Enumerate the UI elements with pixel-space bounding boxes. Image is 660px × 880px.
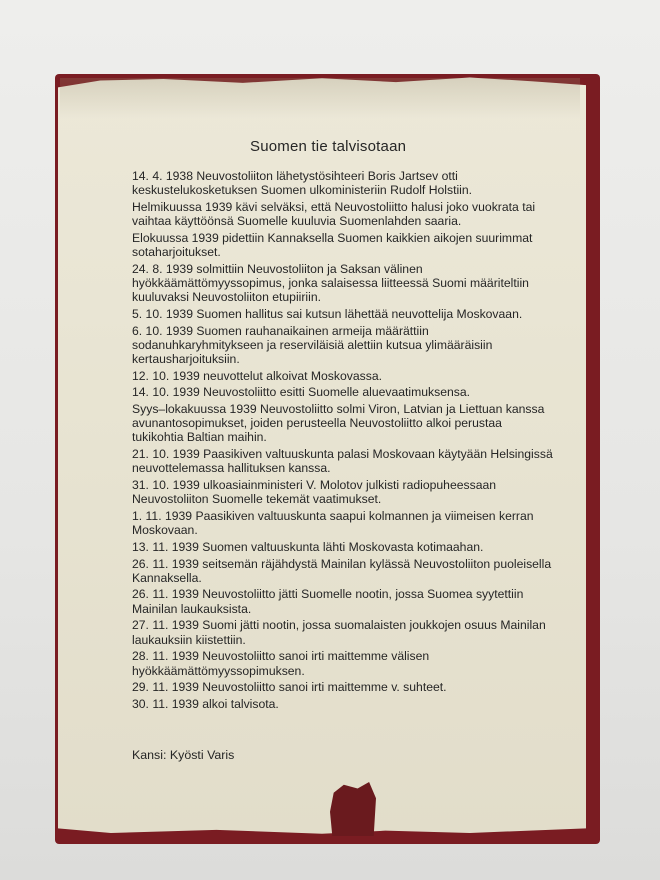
timeline-entry: 5. 10. 1939 Suomen hallitus sai kutsun lähettää neuvottelija Moskovaan.	[132, 306, 523, 321]
timeline-entry: 27. 11. 1939 Suomi jätti nootin, jossa suomalaisten joukkojen osuus Mainilan laukauksiin kiistettiin.	[132, 618, 546, 647]
timeline-entry: 21. 10. 1939 Paasikiven valtuuskunta palasi Moskovaan käytyään Helsingissä neuvottelemassa hallituksen kanssa.	[132, 447, 553, 476]
jacket-wear	[60, 78, 580, 118]
cover-credit: Kansi: Kyösti Varis	[132, 748, 235, 762]
timeline-entry: 14. 4. 1938 Neuvostoliiton lähetystösihteeri Boris Jartsev otti keskustelukosketuksen Suomen ulkoministeriin Rudolf Holstiin.	[132, 169, 473, 198]
timeline-entry: 1. 11. 1939 Paasikiven valtuuskunta saapui kolmannen ja viimeisen kerran Moskovaan.	[132, 508, 534, 538]
timeline-entry: 28. 11. 1939 Neuvostoliitto sanoi irti maittemme välisen hyökkäämättömyyssopimuksen.	[132, 649, 430, 678]
timeline-entry: 26. 11. 1939 seitsemän räjähdystä Mainilan kylässä Neuvostoliiton puoleisella Kannaksella.	[132, 556, 552, 585]
timeline-entry: 12. 10. 1939 neuvottelut alkoivat Moskovassa.	[132, 368, 382, 383]
timeline-entry: 29. 11. 1939 Neuvostoliitto sanoi irti maittemme v. suhteet.	[132, 680, 447, 695]
page-title: Suomen tie talvisotaan	[250, 138, 407, 155]
timeline-entry: 13. 11. 1939 Suomen valtuuskunta lähti Moskovasta kotimaahan.	[132, 539, 484, 554]
timeline-entry: 31. 10. 1939 ulkoasiainministeri V. Molotov julkisti radiopuheessaan Neuvostoliiton Suomelle tekemät vaatimukset.	[132, 478, 497, 507]
back-cover-text	[132, 138, 556, 714]
timeline-entry: 26. 11. 1939 Neuvostoliitto jätti Suomelle nootin, jossa Suomea syytettiin Mainilan laukauksista.	[132, 587, 524, 616]
timeline-entry: 30. 11. 1939 alkoi talvisota.	[132, 696, 279, 711]
timeline-entry: 24. 8. 1939 solmittiin Neuvostoliiton ja Saksan välinen hyökkäämättömyyssopimus, jonka salaisessa liitteessä Suomi määriteltiin kuuluvaksi Neuvostoliiton etupiiriin.	[132, 261, 529, 305]
timeline-entry: Helmikuussa 1939 kävi selväksi, että Neuvostoliitto halusi joko vuokrata tai vaihtaa käyttöönsä Suomelle kuuluvia Suomenlahden saaria.	[132, 199, 536, 229]
timeline-entry: 14. 10. 1939 Neuvostoliitto esitti Suomelle aluevaatimuksensa.	[132, 385, 471, 400]
timeline-entry: Elokuussa 1939 pidettiin Kannaksella Suomen kaikkien aikojen suurimmat sotaharjoitukset.	[132, 230, 533, 260]
timeline-entry: Syys–lokakuussa 1939 Neuvostoliitto solmi Viron, Latvian ja Liettuan kanssa avunantosopimukset, joiden perusteella Neuvostoliitto alkoi perustaa tukikohtia Baltian maihin.	[132, 402, 545, 445]
timeline-entry: 6. 10. 1939 Suomen rauhanaikainen armeija määrättiin sodanuhkaryhmitykseen ja reserviläisiä alettiin kutsua ylimääräisiin kertausharjoituksiin.	[132, 323, 493, 366]
